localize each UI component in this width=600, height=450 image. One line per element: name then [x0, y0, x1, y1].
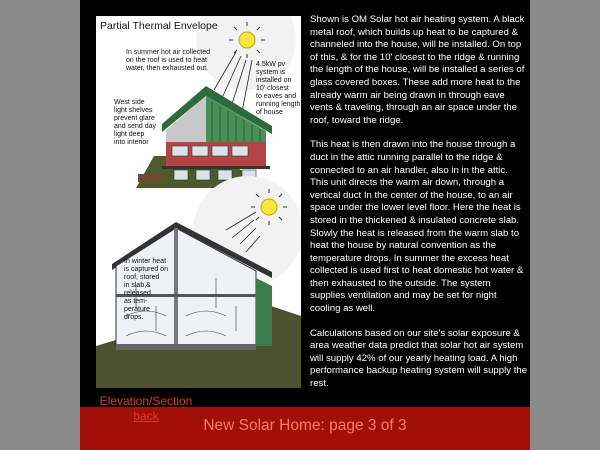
pv-note: 4.5kW pv system is installed on 10' closest to eaves and running length of house — [256, 61, 301, 116]
paragraph-distribution: This heat is then drawn into the house through a duct in the attic running parallel to the ridge & connected to an air handler, also in in the attic. This unit directs the warm air down, through a vertical duct In the center of the house, to an air space under the lower level floor. Here the heat is stored in the thickened & insulated concrete slab. Slowly the heat is released from the warm slab to heat the house by natural convention as the temperature drops. In summer the excess heat collected is used first to heat domestic hot water & then exhausted to the outside. The system supplies ventilation and may be set for night cooling as well. — [310, 139, 524, 315]
house-elevation — [136, 86, 276, 188]
thermal-envelope-drawing — [96, 16, 301, 388]
paragraph-calculations: Calculations based on our site's solar exposure & area weather data predict that solar hot air system will supply 42% of our yearly heating load. A high performance backup heating system will supply the rest. — [310, 327, 528, 390]
house-illustration — [96, 16, 301, 388]
description-text — [310, 14, 528, 403]
west-side-note: West side light shelves prevent glare and send day light deep into interior — [114, 99, 157, 146]
illustration-title: Partial Thermal Envelope — [100, 20, 218, 32]
caption-label: Elevation/Section — [99, 394, 193, 408]
caption — [80, 394, 212, 424]
winter-note: In winter heat is captured on roof, stored in slab,& released as tem- perature drops. — [124, 258, 168, 321]
footer-title: New Solar Home: page 3 of 3 — [203, 417, 407, 434]
back-link[interactable]: back — [133, 409, 159, 423]
summer-note: In summer hot air collected on the roof is used to heat water, then exhausted out. — [126, 49, 211, 72]
paragraph-system: Shown is OM Solar hot air heating system. A black metal roof, which builds up heat to be captured & channeled into the house, will be installed. On top of this, & for the 10' closest to the ridge & running the length of the house, will be installed a series of glass covered boxes. These add more heat to the already warm air being drawn in through eave vents & traveling, through an air space under the roof, toward the ridge. — [310, 14, 525, 126]
